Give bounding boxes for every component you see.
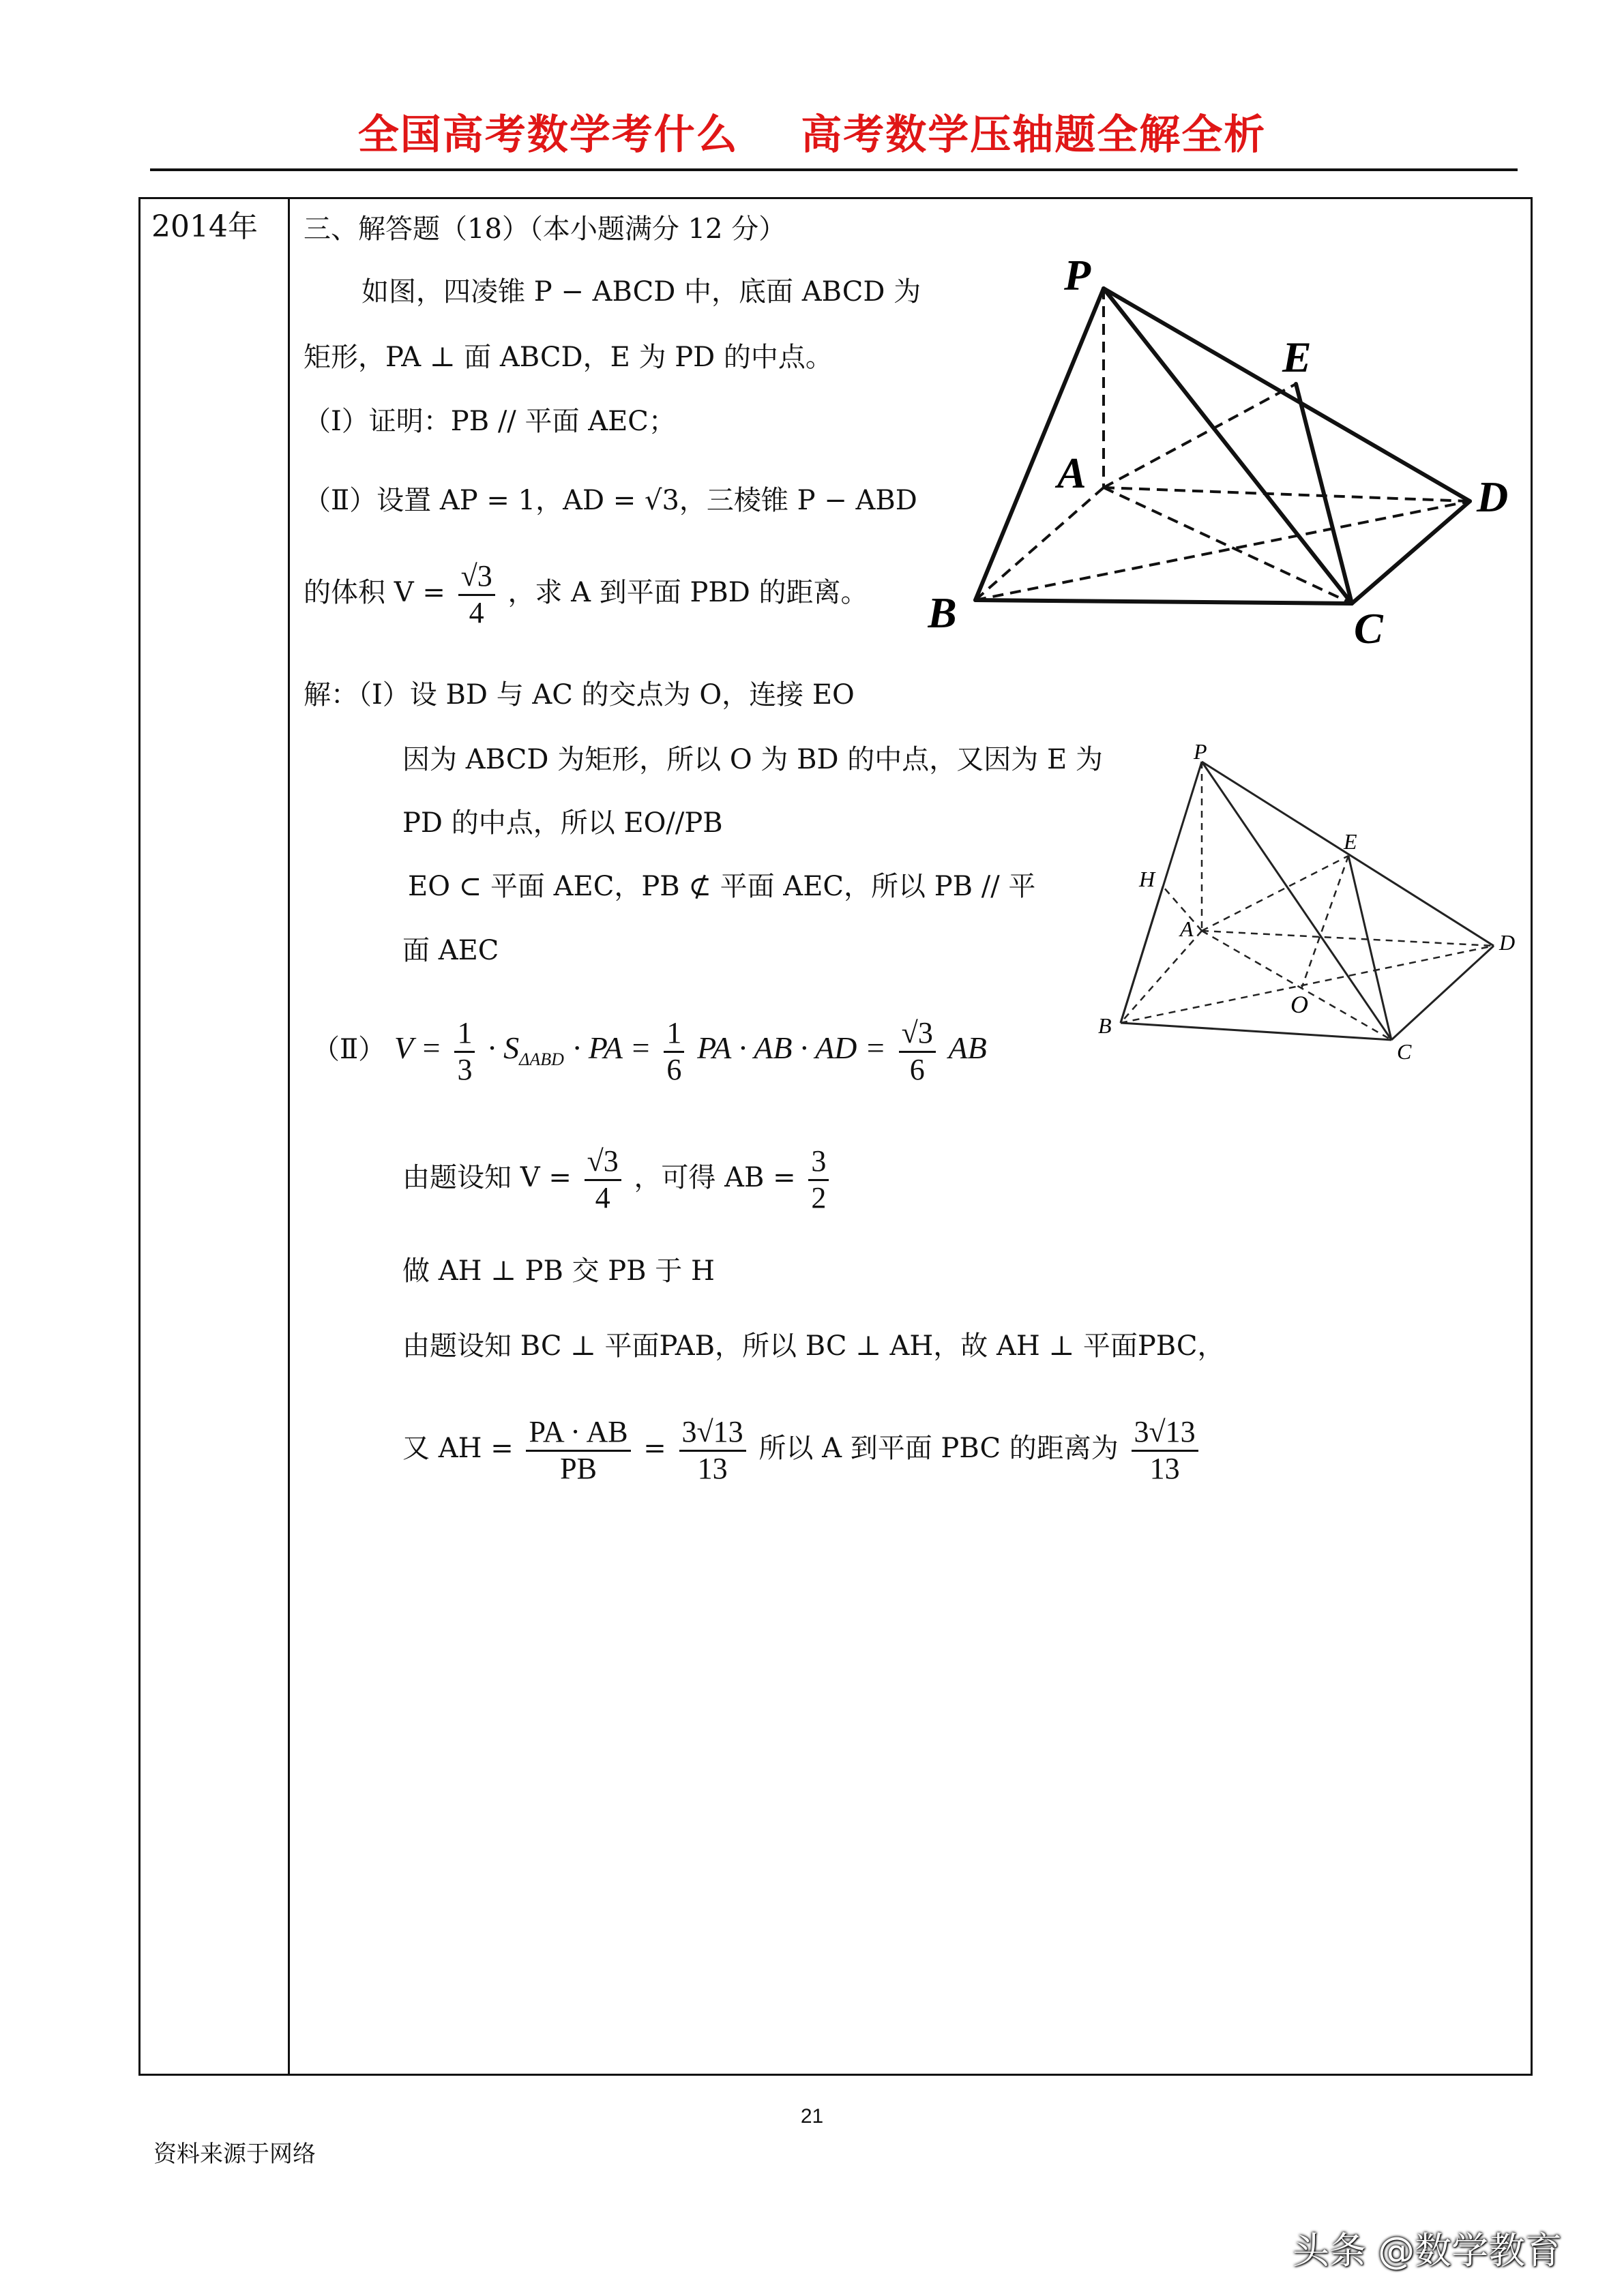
fig2-label-e: E [1344,829,1357,854]
solution-line-2: 因为 ABCD 为矩形，所以 O 为 BD 的中点，又因为 E 为 [402,744,1103,775]
volume-fraction-den: 4 [469,595,484,629]
solution-line-5: 面 AEC [402,935,499,966]
equals-sign: = [643,1433,666,1465]
fig2-label-h: H [1139,867,1155,891]
fraction-root3-over-4 [585,1144,621,1215]
solution-line-8: 做 AH ⊥ PB 交 PB 于 H [402,1255,715,1287]
solution-distance-result [402,1415,1202,1486]
part2-label: （Ⅱ） [312,1034,386,1066]
fig2-label-b: B [1098,1013,1112,1038]
fraction-one-third-den: 3 [457,1052,473,1086]
fraction-one-third-num: 1 [454,1016,475,1053]
fraction-root3-over-4-num: √3 [585,1144,621,1181]
fig2-label-d: D [1499,930,1516,955]
fig1-label-a: A [1057,449,1087,497]
solution-line-9: 由题设知 BC ⊥ 平面PAB，所以 BC ⊥ AH，故 AH ⊥ 平面PBC， [402,1330,1225,1362]
page-header-title: 全国高考数学考什么 高考数学压轴题全解全析 [357,111,1267,159]
fraction-three-halves-num: 3 [808,1144,829,1181]
fraction-root3-over-6 [899,1016,936,1087]
pa-term: · PA = [572,1030,651,1066]
fraction-pa-ab-over-pb [526,1415,630,1486]
year-cell: 2014年 [151,209,258,244]
fig1-label-b: B [928,588,957,637]
fraction-one-sixth-den: 6 [666,1052,682,1086]
part2b-suffix: ，求 A 到平面 PBD 的距离。 [507,577,868,609]
problem-part-1: （Ⅰ）证明：PB // 平面 AEC； [304,406,676,437]
given-volume-prefix: 由题设知 V = [402,1162,572,1194]
volume-fraction [458,559,495,630]
fig1-label-d: D [1477,473,1509,521]
page-number: 21 [800,2105,824,2128]
fig2-label-c: C [1397,1039,1412,1064]
volume-fraction-num: √3 [458,559,495,596]
fraction-3root13-over-13-b [1132,1415,1198,1486]
fraction-one-sixth [664,1016,684,1087]
distance-text: 所以 A 到平面 PBC 的距离为 [758,1433,1119,1465]
solution-line-1: 解：（Ⅰ）设 BD 与 AC 的交点为 O，连接 EO [304,679,855,711]
pyramid-figure-1 [928,249,1528,648]
fraction-root3-over-4-den: 4 [595,1180,610,1214]
problem-part-2b [304,559,868,630]
fraction-root3-over-6-num: √3 [899,1016,936,1053]
fraction-pa-ab-over-pb-num: PA · AB [526,1415,630,1452]
fig2-label-p: P [1194,739,1207,764]
problem-line-1: 如图，四凌锥 P − ABCD 中，底面 ABCD 为 [361,276,921,308]
part2b-prefix: 的体积 V = [304,577,445,609]
fig1-label-c: C [1354,604,1383,648]
solution-given-volume [402,1144,833,1215]
solution-line-4: EO ⊂ 平面 AEC，PB ⊄ 平面 AEC，所以 PB // 平 [408,871,1036,902]
fraction-root3-over-6-den: 6 [909,1052,925,1086]
fig2-label-a: A [1180,916,1194,941]
table-column-divider [288,197,290,2076]
ah-prefix: 又 AH = [402,1433,514,1465]
fraction-3root13-a-den: 13 [697,1451,728,1485]
fig1-label-e: E [1282,333,1312,381]
given-volume-mid: ，可得 AB = [634,1162,796,1194]
fraction-3root13-over-13-a [679,1415,746,1486]
fraction-3root13-b-num: 3√13 [1132,1415,1198,1452]
fraction-three-halves-den: 2 [811,1180,827,1214]
pyramid-figure-2 [1084,733,1541,1067]
fraction-3root13-b-den: 13 [1149,1451,1180,1485]
fraction-one-third [454,1016,475,1087]
volume-symbol: V = [394,1030,442,1066]
problem-heading: 三、解答题（18）（本小题满分 12 分） [304,213,786,245]
solution-volume-formula [312,1016,987,1087]
area-subscript: ΔABD [519,1049,564,1070]
source-note: 资料来源于网络 [153,2141,316,2168]
header-rule [150,168,1518,171]
fraction-pa-ab-over-pb-den: PB [560,1451,597,1485]
fig2-label-o: O [1290,991,1308,1018]
ab-term: AB [948,1030,987,1066]
product-term: PA · AB · AD = [697,1030,886,1066]
fraction-three-halves [808,1144,829,1215]
problem-line-2: 矩形，PA ⊥ 面 ABCD，E 为 PD 的中点。 [304,342,833,373]
solution-line-3: PD 的中点，所以 EO//PB [402,807,723,839]
problem-part-2a: （Ⅱ）设置 AP = 1，AD = √3，三棱锥 P − ABD [304,485,917,516]
fig1-label-p: P [1064,251,1091,299]
watermark: 头条 @数学教育 [1293,2229,1563,2272]
area-symbol: · S [488,1030,520,1066]
fraction-3root13-a-num: 3√13 [679,1415,746,1452]
fraction-one-sixth-num: 1 [664,1016,684,1053]
